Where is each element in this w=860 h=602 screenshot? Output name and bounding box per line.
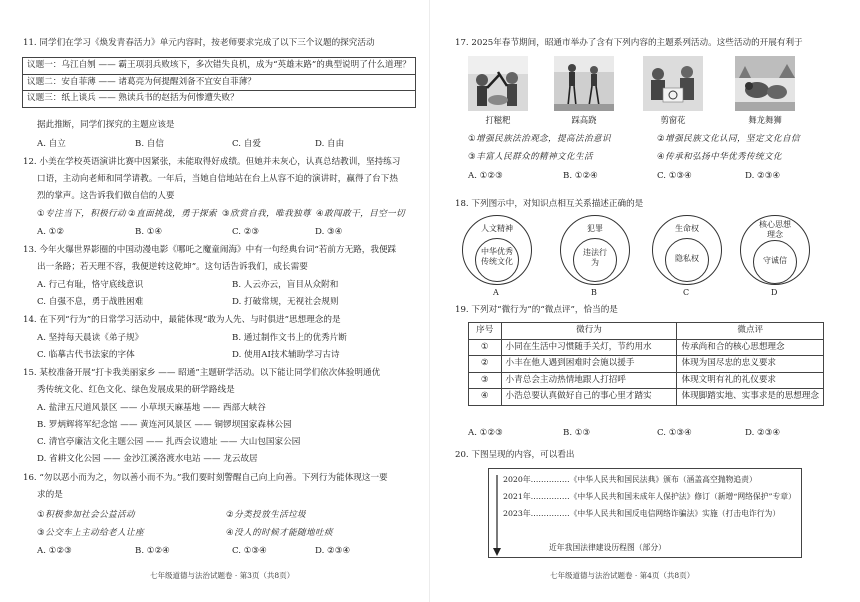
q16-line-2: 求的是 — [37, 490, 63, 500]
q17-stem: 17. 2025年春节期间，昭通市举办了含有下列内容的主题系列活动。这些活动的开展有利于 — [455, 38, 803, 48]
diagram-d-letter: D — [771, 288, 778, 297]
q19-stem: 19. 下列对“微行为”的“微点评”，恰当的是 — [455, 305, 618, 315]
q11-topic-3: 议题三：纸上谈兵 —— 熟读兵书的赵括为何惨遭失败？ — [23, 91, 416, 108]
q16-option-c: C. ①③④ — [232, 546, 267, 556]
q12-line-2: 口语，主动向老师和同学请教。一年后，当她自信地站在台上从容不迫的演讲时，赢得了台下热 — [37, 174, 398, 184]
q16-statement-1: ①积极参加社会公益活动 — [37, 510, 136, 520]
q19-header-behavior: 微行为 — [501, 323, 677, 340]
q19-row-3-comment: 体现文明有礼的礼仪要求 — [677, 372, 824, 389]
page-4-footer: 七年级道德与法治试题卷 · 第4页（共8页） — [550, 571, 695, 580]
q13-option-d: D. 打破常规，无视社会规则 — [232, 297, 339, 307]
diagram-a-inner-label: 中华优秀传统文化 — [481, 247, 513, 267]
q11-topic-2: 议题二：安自菲薄 —— 诸葛亮为何提醒刘备不宜安自菲薄？ — [23, 74, 416, 91]
photo-wu-long-wu-shi — [735, 56, 795, 111]
photo-jian-chuanghua — [643, 56, 703, 111]
q16-statement-2: ②分类投放生活垃圾 — [226, 510, 307, 520]
q12-statement-2: ②直面挑战，勇于探索 — [128, 209, 218, 219]
diagram-b-letter: B — [591, 288, 597, 297]
q17-statement-3: ③丰富人民群众的精神文化生活 — [468, 152, 594, 162]
q19-row-3-index: ③ — [469, 372, 502, 389]
q14-stem: 14. 在下列“行为”的日常学习活动中，最能体现“敢为人先、与时俱进”思想理念的是 — [23, 315, 341, 325]
q15-line-1: 15. 某校准备开展“打卡我美丽家乡 —— 昭通”主题研学活动。以下能让同学们依次体验明通优 — [23, 368, 381, 378]
photo-cai-gaoqiao — [554, 56, 614, 111]
q16-option-b: B. ①②④ — [135, 546, 170, 556]
q17-statement-4: ④传承和弘扬中华优秀传统文化 — [657, 152, 783, 162]
q12-option-d: D. ③④ — [315, 227, 343, 237]
diagram-c — [652, 215, 722, 295]
q12-line-1: 12. 小美在学校英语演讲比赛中因紧张，未能取得好成绩。但她并未灰心，认真总结教训，坚持练习 — [23, 157, 401, 167]
q11-option-b: B. 自信 — [135, 139, 164, 149]
q15-option-c: C. 清官亭廉洁文化主题公园 —— 扎西会议遗址 —— 大山包国家公园 — [37, 437, 301, 447]
q15-line-2: 秀传统文化、红色文化、绿色发展成果的研学路线是 — [37, 385, 235, 395]
caption-wu-long-wu-shi: 舞龙舞狮 — [748, 115, 782, 125]
q17-statement-1: ①增强民族法治观念，提高法治意识 — [468, 134, 612, 144]
q12-line-3: 烈的掌声。这告诉我们做自信的人要 — [37, 191, 175, 201]
diagram-d-inner-label: 守诚信 — [763, 256, 787, 265]
table-row — [469, 372, 824, 389]
timeline-caption: 近年我国法律建设历程图（部分） — [549, 543, 666, 552]
diagram-d — [740, 215, 810, 295]
q16-statement-3: ③公交车上主动给老人让座 — [37, 528, 145, 538]
q16-statement-4: ④没人的时候才能随地吐痰 — [226, 528, 334, 538]
q14-option-a: A. 坚持每天晨读《弟子规》 — [37, 333, 144, 343]
q15-option-d: D. 省耕文化公园 —— 金沙江溪洛渡水电站 —— 龙云故居 — [37, 454, 258, 464]
q12-statement-3: ③欣赏自我，唯我独尊 — [222, 209, 312, 219]
q20-timeline-box — [488, 468, 802, 558]
q17-option-c: C. ①③④ — [657, 171, 692, 181]
diagram-c-letter: C — [683, 288, 690, 297]
q11-stem: 11. 同学们在学习《焕发青春活力》单元内容时，按老师要求完成了以下三个议题的探究活动 — [23, 38, 375, 48]
q19-row-2-comment: 体现为国尽忠的忠义要求 — [677, 356, 824, 373]
q13-option-c: C. 自强不息，勇于战胜困难 — [37, 297, 144, 307]
q14-option-c: C. 临摹古代书法家的字体 — [37, 350, 135, 360]
q15-option-b: B. 罗炳辉将军纪念馆 —— 黄连河风景区 —— 铜锣坝国家森林公园 — [37, 420, 292, 430]
q13-option-a: A. 行己有耻，恪守底线意识 — [37, 280, 144, 290]
q11-option-c: C. 自爱 — [232, 139, 261, 149]
table-row — [469, 339, 824, 356]
diagram-d-outer-label: 核心思想理念 — [759, 220, 791, 240]
caption-jian-chuanghua: 剪窗花 — [660, 115, 686, 125]
diagram-c-outer-label: 生命权 — [675, 224, 699, 233]
q14-option-d: D. 使用AI技术辅助学习古诗 — [232, 350, 340, 360]
q11-option-a: A. 自立 — [37, 139, 66, 149]
caption-da-ciba: 打糍粑 — [485, 115, 511, 125]
q18-stem: 18. 下列图示中，对知识点相互关系描述正确的是 — [455, 199, 644, 209]
q19-row-2-behavior: 小丰在他人遇到困难时会施以援手 — [501, 356, 677, 373]
q11-topic-table — [22, 57, 416, 108]
page-3-footer: 七年级道德与法治试题卷 · 第3页（共8页） — [150, 571, 295, 580]
table-row — [469, 389, 824, 406]
timeline-entry-2020: 2020年……………《中华人民共和国民法典》颁布（涵盖高空抛物追责） — [503, 475, 757, 484]
q12-statement-4: ④敢闯敢干，目空一切 — [316, 209, 406, 219]
q19-row-1-index: ① — [469, 339, 502, 356]
q12-statement-1: ①专注当下，积极行动 — [37, 209, 127, 219]
q15-option-a: A. 盐津五尺道风景区 —— 小草坝天麻基地 —— 西部大峡谷 — [37, 403, 266, 413]
diagram-a-letter: A — [493, 288, 499, 297]
diagram-b-outer-label: 犯罪 — [587, 224, 603, 233]
q12-option-b: B. ①④ — [135, 227, 163, 237]
q19-row-3-behavior: 小青总会主动热情地跟人打招呼 — [501, 372, 677, 389]
diagram-b — [560, 215, 630, 295]
q13-line-1: 13. 今年火爆世界影圈的中国动漫电影《哪吒之魔童闹海》中有一句经典台词“若前方无路，我便踩 — [23, 245, 397, 255]
table-row — [469, 356, 824, 373]
q11-topic-1: 议题一：乌江自刎 —— 霸王项羽兵败垓下，多次错失良机，成为“英雄末路”的典型说明了什么道理？ — [23, 58, 416, 75]
q19-row-2-index: ② — [469, 356, 502, 373]
q19-option-d: D. ②③④ — [745, 428, 781, 438]
timeline-entry-2023: 2023年……………《中华人民共和国反电信网络诈骗法》实施（打击电诈行为） — [503, 509, 781, 518]
diagram-a — [462, 215, 532, 295]
q11-ask: 据此推断，同学们探究的主题应该是 — [37, 120, 175, 130]
q12-option-c: C. ②③ — [232, 227, 260, 237]
caption-cai-gaoqiao: 踩高跷 — [571, 115, 597, 125]
q16-option-a: A. ①②③ — [37, 546, 72, 556]
diagram-b-inner-label: 违法行为 — [583, 248, 607, 268]
q16-line-1: 16. “勿以恶小而为之，勿以善小而不为。”我们要时刻警醒自己向上向善。下列行为能体现这一要 — [23, 473, 388, 483]
q19-table-header — [469, 323, 824, 340]
q19-option-c: C. ①③④ — [657, 428, 692, 438]
diagram-a-outer-label: 人文精神 — [481, 224, 513, 233]
q17-option-d: D. ②③④ — [745, 171, 781, 181]
q19-row-1-behavior: 小同在生活中习惯随手关灯，节约用水 — [501, 339, 677, 356]
q17-option-b: B. ①②④ — [563, 171, 598, 181]
q19-option-b: B. ①③ — [563, 428, 591, 438]
q12-option-a: A. ①② — [37, 227, 65, 237]
q19-row-4-index: ④ — [469, 389, 502, 406]
q14-option-b: B. 通过制作文书上的优秀片断 — [232, 333, 347, 343]
q13-option-b: B. 人云亦云，盲目从众附和 — [232, 280, 339, 290]
q13-line-2: 出一条路；若天理不容，我便逆转这乾坤”。这句话告诉我们，成长需要 — [37, 262, 308, 272]
q19-header-index: 序号 — [469, 323, 502, 340]
photo-da-ciba — [468, 56, 528, 111]
q19-table — [468, 322, 824, 406]
q11-option-d: D. 自由 — [315, 139, 345, 149]
page-4 — [430, 0, 860, 602]
q17-statement-2: ②增强民族文化认同，坚定文化自信 — [657, 134, 801, 144]
timeline-arrow-icon — [493, 475, 501, 557]
diagram-c-inner-label: 隐私权 — [675, 254, 699, 263]
timeline-entry-2021: 2021年……………《中华人民共和国未成年人保护法》修订（新增“网络保护”专章） — [503, 492, 796, 501]
q17-option-a: A. ①②③ — [468, 171, 503, 181]
q19-row-4-behavior: 小浩总要认真做好自己的事心里才踏实 — [501, 389, 677, 406]
q19-option-a: A. ①②③ — [468, 428, 503, 438]
q20-stem: 20. 下图呈现的内容，可以看出 — [455, 450, 575, 460]
q19-row-1-comment: 传承尚和合的核心思想理念 — [677, 339, 824, 356]
q19-row-4-comment: 体现脚踏实地、实事求是的思想理念 — [677, 389, 824, 406]
q16-option-d: D. ②③④ — [315, 546, 351, 556]
q19-header-comment: 微点评 — [677, 323, 824, 340]
